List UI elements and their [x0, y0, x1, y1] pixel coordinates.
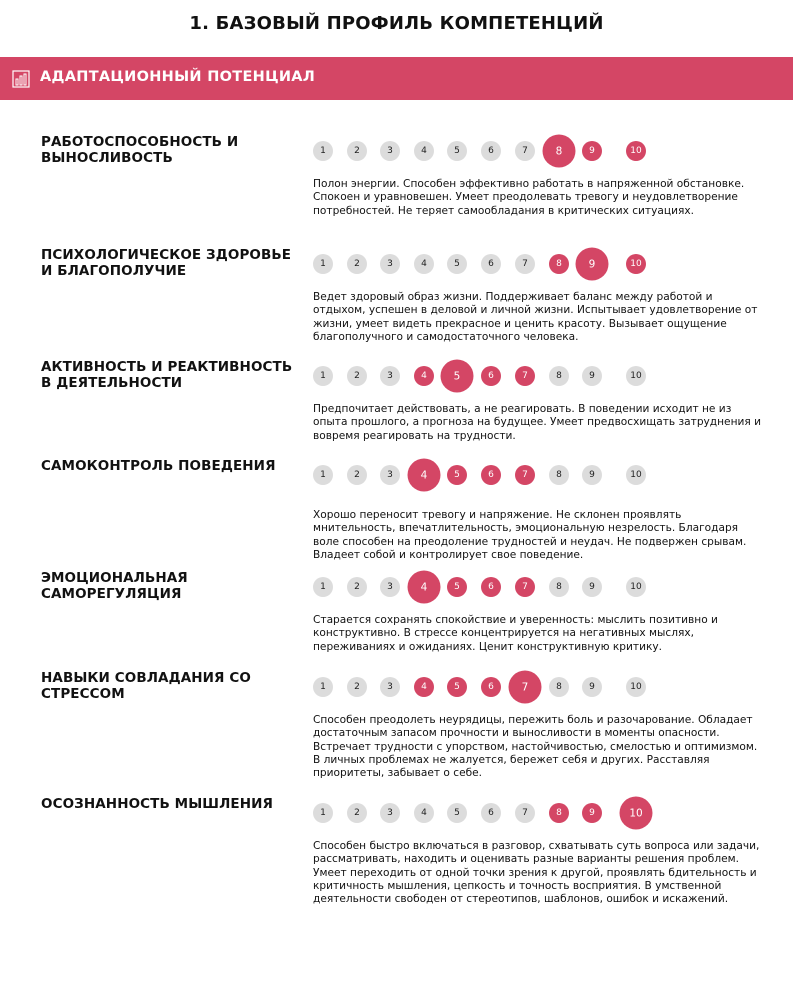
rating-scale	[312, 458, 652, 492]
rating-scale	[312, 359, 652, 393]
rating-dot-selected: 5	[441, 360, 474, 393]
rating-dot: 2	[347, 465, 367, 485]
rating-dot: 6	[481, 577, 501, 597]
rating-dot: 2	[347, 366, 367, 386]
rating-dot: 3	[380, 677, 400, 697]
rating-dot: 2	[347, 254, 367, 274]
rating-dot: 6	[481, 141, 501, 161]
rating-dot: 7	[515, 141, 535, 161]
rating-dot: 10	[626, 465, 646, 485]
rating-scale	[312, 570, 652, 604]
rating-dot: 3	[380, 803, 400, 823]
rating-dot: 7	[515, 254, 535, 274]
rating-dot: 2	[347, 677, 367, 697]
competency-title: НАВЫКИ СОВЛАДАНИЯ СО СТРЕССОМ	[41, 670, 251, 702]
rating-scale	[312, 247, 652, 281]
rating-dot-selected: 4	[408, 459, 441, 492]
rating-dot: 3	[380, 577, 400, 597]
competency-description: Способен преодолеть неурядицы, пережить боль и разочарование. Обладает достаточным запасом прочности и выносливости в моменты опасности. Встречает трудности с упорством, настойчивостью, смелостью и оптимизмом. В личных проблемах не жалуется, бережет себя и других. Расставляя приоритеты, забывает о себе.	[313, 714, 758, 780]
bar-chart-icon	[12, 70, 30, 88]
rating-dot: 5	[447, 677, 467, 697]
rating-dot: 1	[313, 366, 333, 386]
rating-dot-selected: 4	[408, 571, 441, 604]
rating-dot: 7	[515, 465, 535, 485]
rating-dot: 1	[313, 254, 333, 274]
rating-dot: 10	[626, 254, 646, 274]
rating-dot-selected: 9	[576, 248, 609, 281]
rating-dot: 6	[481, 677, 501, 697]
rating-dot: 4	[414, 366, 434, 386]
rating-dot: 7	[515, 366, 535, 386]
rating-dot: 1	[313, 803, 333, 823]
rating-dot: 2	[347, 577, 367, 597]
rating-dot: 4	[414, 254, 434, 274]
rating-dot: 2	[347, 141, 367, 161]
rating-dot: 6	[481, 254, 501, 274]
rating-dot: 9	[582, 577, 602, 597]
rating-dot: 10	[626, 366, 646, 386]
rating-dot-selected: 7	[509, 671, 542, 704]
rating-dot-selected: 8	[543, 135, 576, 168]
rating-dot: 3	[380, 254, 400, 274]
rating-dot: 10	[626, 577, 646, 597]
rating-dot: 8	[549, 577, 569, 597]
rating-dot: 8	[549, 677, 569, 697]
rating-dot: 8	[549, 366, 569, 386]
rating-dot: 5	[447, 254, 467, 274]
rating-dot: 2	[347, 803, 367, 823]
competency-title: РАБОТОСПОСОБНОСТЬ И ВЫНОСЛИВОСТЬ	[41, 134, 239, 166]
rating-scale	[312, 796, 652, 830]
rating-dot: 5	[447, 577, 467, 597]
rating-dot: 5	[447, 803, 467, 823]
rating-dot: 1	[313, 677, 333, 697]
section-title: АДАПТАЦИОННЫЙ ПОТЕНЦИАЛ	[40, 69, 316, 85]
rating-scale	[312, 134, 652, 168]
competency-title: ОСОЗНАННОСТЬ МЫШЛЕНИЯ	[41, 796, 274, 812]
rating-dot: 9	[582, 366, 602, 386]
competency-description: Способен быстро включаться в разговор, схватывать суть вопроса или задачи, рассматривать, находить и оценивать разные варианты решения проблем. Умеет переходить от одной точки зрения к другой, проявлять бдительность и критичность мышления, цепкость и точность восприятия. В умственной деятельности свободен от стереотипов, шаблонов, ошибок и искажений.	[313, 840, 760, 906]
competency-title: АКТИВНОСТЬ И РЕАКТИВНОСТЬ В ДЕЯТЕЛЬНОСТИ	[41, 359, 293, 391]
competency-title: ЭМОЦИОНАЛЬНАЯ САМОРЕГУЛЯЦИЯ	[41, 570, 188, 602]
rating-dot: 3	[380, 366, 400, 386]
rating-dot: 3	[380, 465, 400, 485]
rating-dot: 4	[414, 803, 434, 823]
page-title: 1. БАЗОВЫЙ ПРОФИЛЬ КОМПЕТЕНЦИЙ	[189, 13, 604, 34]
rating-dot: 6	[481, 366, 501, 386]
rating-dot: 4	[414, 677, 434, 697]
rating-dot: 8	[549, 803, 569, 823]
rating-dot: 3	[380, 141, 400, 161]
competency-title: САМОКОНТРОЛЬ ПОВЕДЕНИЯ	[41, 458, 276, 474]
rating-dot-selected: 10	[620, 797, 653, 830]
competency-description: Старается сохранять спокойствие и уверенность: мыслить позитивно и конструктивно. В стрессе концентрируется на негативных мыслях, переживаниях и ожиданиях. Ценит конструктивную критику.	[313, 614, 718, 653]
rating-dot: 10	[626, 677, 646, 697]
rating-dot: 10	[626, 141, 646, 161]
section-banner	[0, 57, 793, 100]
rating-dot: 9	[582, 677, 602, 697]
rating-dot: 5	[447, 465, 467, 485]
rating-dot: 1	[313, 141, 333, 161]
rating-dot: 9	[582, 465, 602, 485]
competency-title: ПСИХОЛОГИЧЕСКОЕ ЗДОРОВЬЕ И БЛАГОПОЛУЧИЕ	[41, 247, 292, 279]
rating-dot: 1	[313, 577, 333, 597]
rating-dot: 6	[481, 803, 501, 823]
rating-dot: 9	[582, 141, 602, 161]
rating-dot: 6	[481, 465, 501, 485]
competency-description: Полон энергии. Способен эффективно работать в напряженной обстановке. Спокоен и уравновешен. Умеет преодолевать тревогу и неудовлетворение потребностей. Не теряет самообладания в критических ситуациях.	[313, 178, 745, 217]
rating-dot: 5	[447, 141, 467, 161]
rating-dot: 8	[549, 465, 569, 485]
rating-dot: 7	[515, 577, 535, 597]
rating-dot: 8	[549, 254, 569, 274]
rating-dot: 4	[414, 141, 434, 161]
rating-dot: 7	[515, 803, 535, 823]
competency-description: Хорошо переносит тревогу и напряжение. Не склонен проявлять мнительность, впечатлительность, эмоциональную незрелость. Благодаря воле способен на преодоление трудностей и неудач. Не подвержен срывам. Владеет собой и контролирует свое поведение.	[313, 509, 747, 561]
rating-dot: 9	[582, 803, 602, 823]
rating-scale	[312, 670, 652, 704]
competency-description: Ведет здоровый образ жизни. Поддерживает баланс между работой и отдыхом, успешен в деловой и личной жизни. Испытывает удовлетворение от жизни, умеет видеть прекрасное и ценить красоту. Вызывает ощущение благополучного и самодостаточного человека.	[313, 291, 758, 343]
rating-dot: 1	[313, 465, 333, 485]
competency-description: Предпочитает действовать, а не реагировать. В поведении исходит не из опыта прошлого, а прогноза на будущее. Умеет предвосхищать затруднения и вовремя реагировать на трудности.	[313, 403, 762, 442]
